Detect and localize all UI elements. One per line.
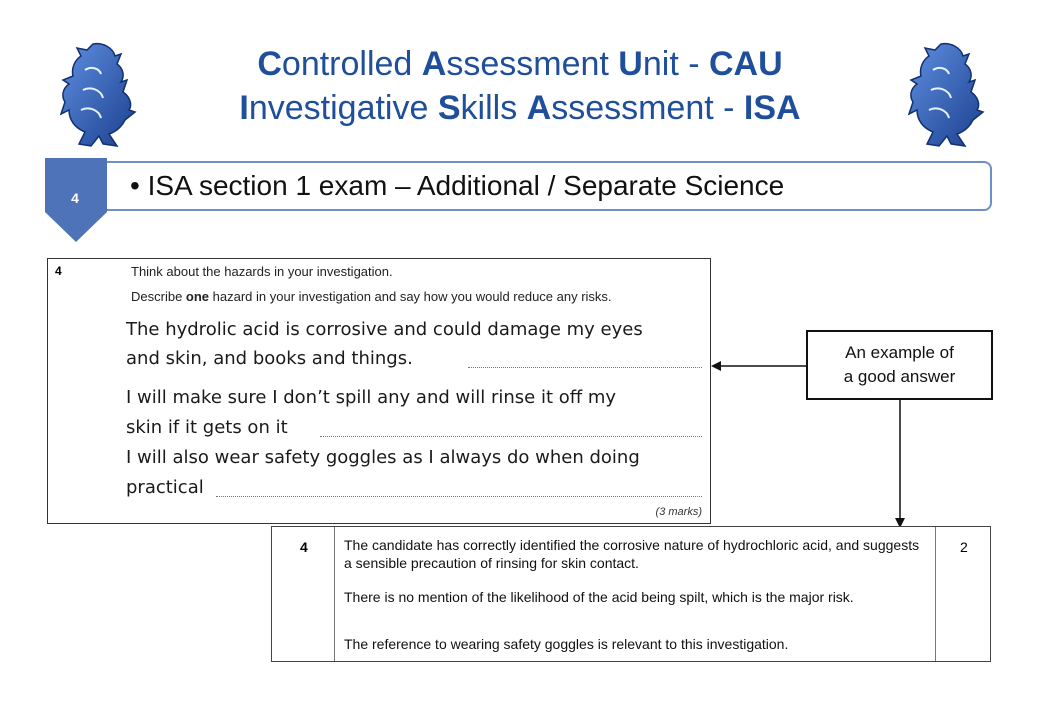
- table-divider: [935, 527, 936, 661]
- title-line-2: [150, 86, 890, 130]
- answer-dotted-line: [216, 496, 702, 497]
- title-segment: I: [239, 89, 249, 127]
- handwritten-answer-line: The hydrolic acid is corrosive and could damage my eyes: [126, 319, 643, 340]
- handwritten-answer-line: I will make sure I don’t spill any and will rinse it off my: [126, 387, 617, 408]
- prompt-text: Describe: [131, 289, 186, 304]
- title-segment: ontrolled: [281, 45, 422, 83]
- title-segment: ssessment: [446, 45, 619, 83]
- handwritten-answer-line: practical: [126, 477, 204, 498]
- question-prompt-2: [131, 289, 612, 304]
- mark-scheme-point: There is no mention of the likelihood of the acid being spilt, which is the major risk.: [344, 589, 854, 605]
- handwritten-answer-line: skin if it gets on it: [126, 417, 288, 438]
- section-heading: • ISA section 1 exam – Additional / Separate Science: [130, 170, 785, 201]
- lion-crest-logo-left: [55, 40, 140, 150]
- title-segment: ssessment -: [551, 89, 744, 127]
- callout-box: [806, 330, 993, 400]
- title-line-1: [150, 42, 890, 86]
- page-title: [150, 42, 890, 130]
- answer-dotted-line: [468, 367, 702, 368]
- title-segment: kills: [460, 89, 527, 127]
- title-segment: ISA: [743, 89, 801, 127]
- mark-scheme-question-number: 4: [300, 539, 308, 555]
- mark-scheme-score: 2: [960, 539, 968, 555]
- callout-line: An example of: [845, 343, 954, 362]
- exam-answer-box: [47, 258, 711, 524]
- title-segment: A: [526, 89, 552, 127]
- handwritten-answer-line: I will also wear safety goggles as I always do when doing: [126, 447, 640, 468]
- mark-scheme-point: The reference to wearing safety goggles is relevant to this investigation.: [344, 636, 789, 652]
- title-segment: CAU: [708, 45, 783, 83]
- title-segment: nvestigative: [248, 89, 438, 127]
- title-segment: S: [437, 89, 461, 127]
- handwritten-answer-line: and skin, and books and things.: [126, 348, 413, 369]
- question-number: 4: [55, 264, 62, 278]
- prompt-text: hazard in your investigation and say how you would reduce any risks.: [209, 289, 612, 304]
- marks-label: (3 marks): [655, 506, 702, 518]
- title-segment: nit -: [642, 45, 709, 83]
- table-divider: [334, 527, 335, 661]
- callout-line: a good answer: [843, 367, 956, 386]
- title-segment: A: [421, 45, 447, 83]
- answer-dotted-line: [320, 436, 702, 437]
- mark-scheme-point: The candidate has correctly identified the corrosive nature of hydrochloric acid, and suggests a sensible precaution of rinsing for skin contact.: [344, 537, 920, 571]
- question-prompt-1: Think about the hazards in your investigation.: [131, 264, 393, 279]
- title-segment: C: [257, 45, 282, 83]
- section-number: 4: [71, 190, 79, 206]
- mark-scheme-table: [271, 526, 991, 662]
- prompt-bold: one: [185, 289, 210, 304]
- title-segment: U: [618, 45, 643, 83]
- lion-crest-logo-right: [903, 40, 988, 150]
